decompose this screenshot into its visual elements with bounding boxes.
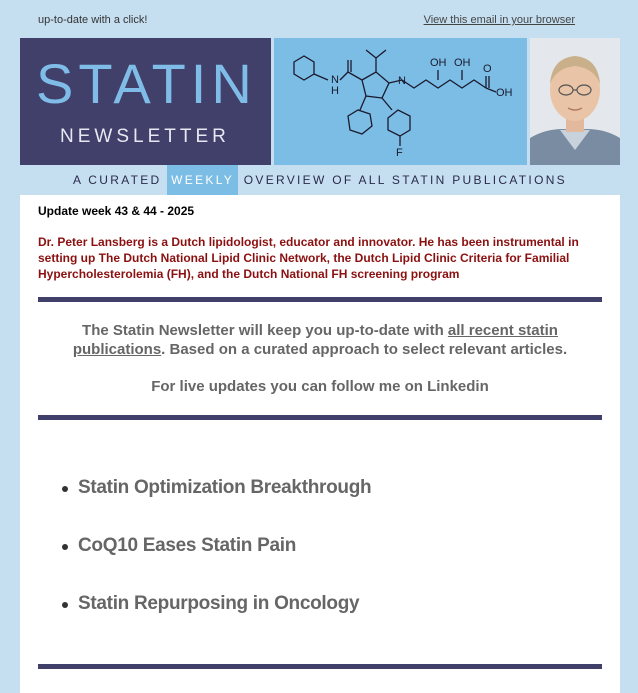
molecule-oh-label: OH [430,57,447,69]
molecule-o-label: O [483,63,492,75]
bullet-icon [62,602,68,608]
logo-title: STATIN [36,52,257,115]
article-title: CoQ10 Eases Statin Pain [78,535,297,556]
divider [38,664,602,669]
article-list [60,477,371,651]
author-portrait-icon [530,38,620,165]
description-text: The Statin Newsletter will keep you up-to-date with [82,322,448,339]
article-title: Statin Repurposing in Oncology [78,593,360,614]
molecule-n-label: N [398,75,406,87]
author-intro: Dr. Peter Lansberg is a Dutch lipidologist, educator and innovator. He has been instrumental in setting up The Dutch National Lipid Clinic Network, the Dutch Lipid Clinic Criteria for Familial Hypercholesterolemia (FH), and the Dutch National FH screening program [38,235,579,281]
description-text-end: . Based on a curated approach to select relevant articles. [161,341,568,358]
newsletter-body [20,195,620,693]
molecule-nh-label: N H [331,74,339,97]
molecule-oh-label: OH [496,87,513,99]
preheader [0,0,638,38]
molecule-structure-icon [274,38,527,165]
article-item[interactable] [60,477,371,535]
tagline-bar [20,165,620,195]
article-item[interactable] [60,535,371,593]
update-title: Update week 43 & 44 - 2025 [38,204,195,218]
tagline-suffix: OVERVIEW OF ALL STATIN PUBLICATIONS [243,173,567,187]
divider [38,297,602,302]
view-in-browser-link[interactable]: View this email in your browser [423,14,575,26]
bullet-icon [62,486,68,492]
article-title: Statin Optimization Breakthrough [78,477,372,498]
newsletter-logo [20,38,271,165]
bullet-icon [62,544,68,550]
divider [38,415,602,420]
tagline-prefix: A CURATED [73,173,162,187]
author-photo [530,38,620,165]
newsletter-description [60,321,580,359]
logo-subtitle: NEWSLETTER [60,126,230,147]
header-banner [20,38,620,165]
molecule-oh-label: OH [454,57,471,69]
tagline-highlight: WEEKLY [167,165,238,195]
linkedin-follow-text: For live updates you can follow me on Linkedin [151,378,489,395]
article-item[interactable] [60,593,371,651]
preheader-tagline: up-to-date with a click! [38,14,148,26]
molecule-f-label: F [396,147,403,159]
statin-molecule-image [274,38,527,165]
recent-publications-link[interactable]: all recent statin publications [72,322,558,358]
